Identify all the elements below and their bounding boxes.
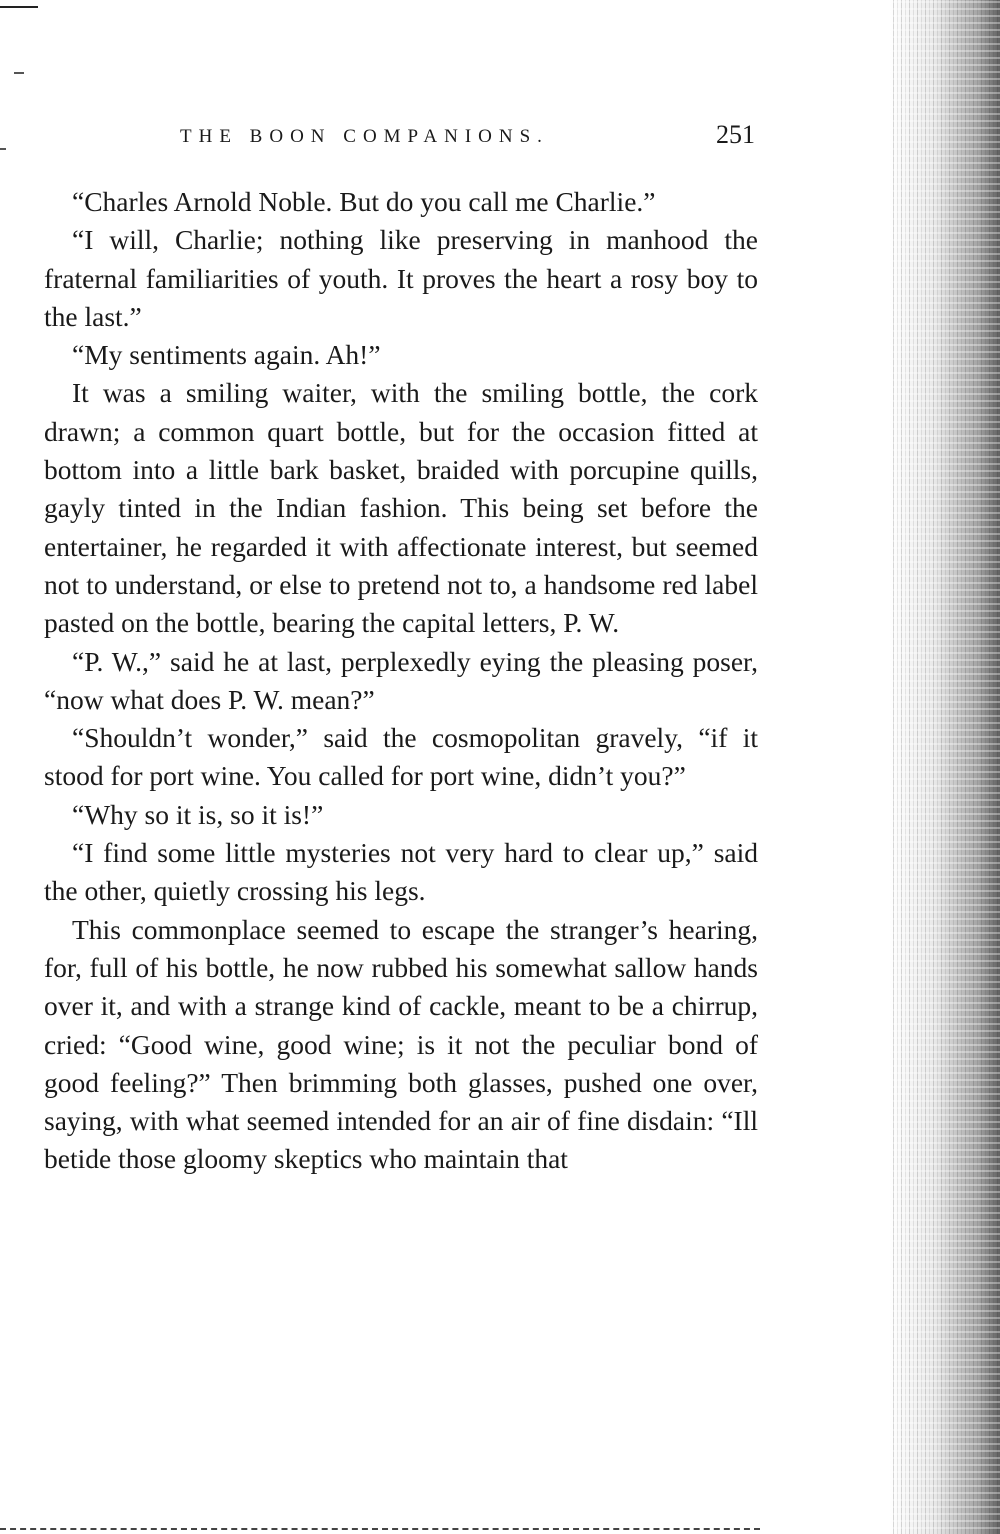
body-text [44, 183, 758, 1179]
paragraph: “P. W.,” said he at last, perplexedly eying the pleasing poser, “now what does P. W. mean?” [44, 645, 758, 715]
paragraph: “I will, Charlie; nothing like preserving in manhood the fraternal familiarities of youth. It proves the heart a rosy boy to the last.” [44, 224, 758, 332]
paragraph: “I find some little mysteries not very hard to clear up,” said the other, quietly crossing his legs. [44, 837, 758, 907]
paragraph: “My sentiments again. Ah!” [72, 339, 381, 371]
margin-mark [14, 72, 24, 74]
paragraph: It was a smiling waiter, with the smiling bottle, the cork drawn; a common quart bottle, but for the occasion fitted at bottom into a little bark basket, braided with porcupine quills, gayly tinted in the Indian fashion. This being set before the entertainer, he regarded it with affectionate interest, but seemed not to understand, or else to pretend not to, a handsome red label pasted on the bottle, bearing the capital letters, P. W. [44, 377, 758, 639]
margin-mark [0, 148, 6, 150]
scanned-page-edge [890, 0, 1000, 1534]
scan-top-rule [0, 6, 38, 8]
paragraph: This commonplace seemed to escape the stranger’s hearing, for, full of his bottle, he now rubbed his somewhat sallow hands over it, and with a strange kind of cackle, meant to be a chirrup, cried: “Good wine, good wine; is it not the peculiar bond of good feeling?” Then brimming both glasses, pushed one over, saying, with what seemed intended for an air of fine disdain: “Ill betide those gloomy skeptics who maintain that [44, 913, 758, 1175]
running-head: THE BOON COMPANIONS. [180, 126, 549, 147]
paragraph: “Shouldn’t wonder,” said the cosmopolitan gravely, “if it stood for port wine. You called for port wine, didn’t you?” [44, 722, 758, 792]
page-header [180, 120, 755, 156]
paragraph: “Charles Arnold Noble. But do you call me Charlie.” [72, 186, 656, 217]
paragraph: “Why so it is, so it is!” [72, 798, 324, 830]
page-number: 251 [716, 120, 755, 149]
scan-bottom-rule [0, 1528, 760, 1530]
